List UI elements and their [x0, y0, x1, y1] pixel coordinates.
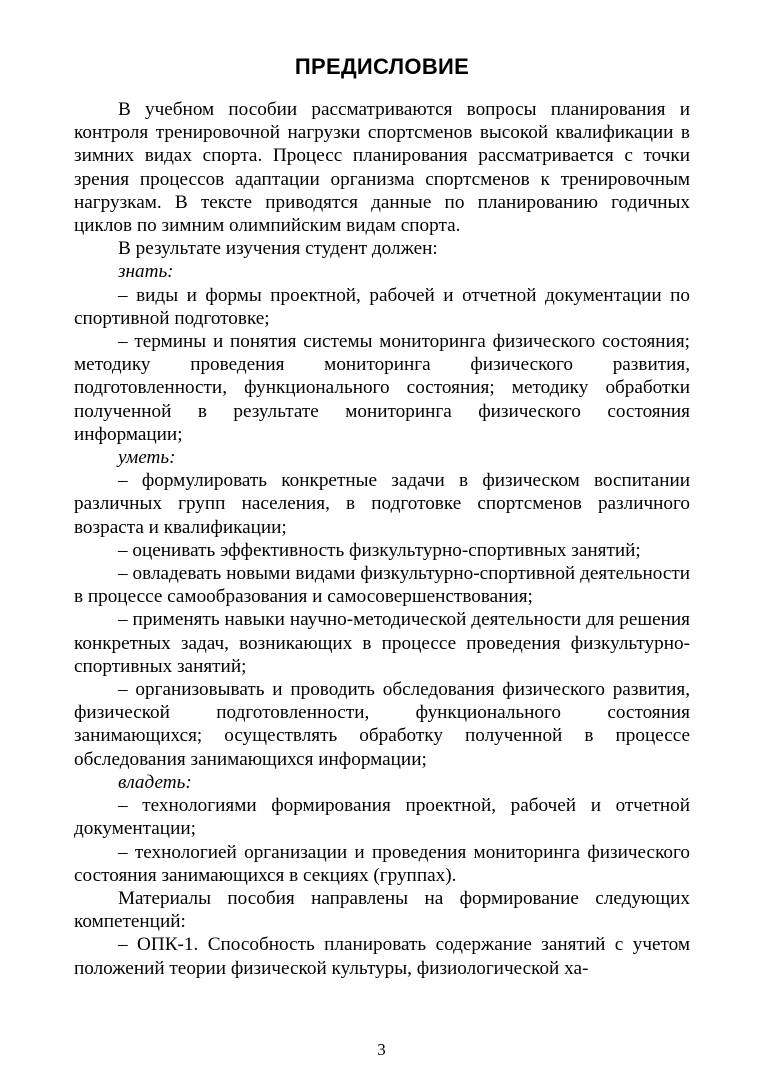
paragraph: – организовывать и проводить обследования физического развития, физической подготовленности, функционального состояния занимающихся; осуществлять обработку полученной в процессе обследования занимающихся информации;	[74, 679, 690, 770]
page-content	[74, 52, 690, 980]
body-text	[74, 98, 690, 980]
paragraph: – технологиями формирования проектной, рабочей и отчетной документации;	[74, 795, 690, 840]
paragraph: – применять навыки научно-методической деятельности для решения конкретных задач, возникающих в процессе проведения физкультурно-спортивных занятий;	[74, 609, 690, 677]
paragraph: – формулировать конкретные задачи в физическом воспитании различных групп населения, в подготовке спортсменов различного возраста и квалификации;	[74, 470, 690, 538]
paragraph: – виды и формы проектной, рабочей и отчетной документации по спортивной подготовке;	[74, 284, 690, 329]
paragraph: Материалы пособия направлены на формирование следующих компетенций:	[74, 887, 690, 933]
paragraph: – технологией организации и проведения мониторинга физического состояния занимающихся в секциях (группах).	[74, 841, 690, 886]
paragraph: – оценивать эффективность физкультурно-спортивных занятий;	[118, 539, 641, 561]
paragraph: – ОПК-1. Способность планировать содержание занятий с учетом положений теории физической культуры, физиологической ха-	[74, 934, 690, 979]
paragraph: – овладевать новыми видами физкультурно-спортивной деятельности в процессе самообразования и самосовершенствования;	[74, 563, 690, 608]
paragraph: В результате изучения студент должен:	[118, 238, 438, 260]
paragraph: В учебном пособии рассматриваются вопросы планирования и контроля тренировочной нагрузки спортсменов высокой квалификации в зимних видах спорта. Процесс планирования рассматривается с точки зрения процессов адаптации организма спортсменов к тренировочным нагрузкам. В тексте приводятся данные по планированию годичных циклов по зимним олимпийским видам спорта.	[74, 99, 690, 237]
section-heading: знать:	[118, 261, 174, 283]
paragraph: – термины и понятия системы мониторинга физического состояния; методику проведения мониторинга физического развития, подготовленности, функционального состояния; методику обработки полученной в результате мониторинга физического состояния информации;	[74, 331, 690, 445]
section-heading: владеть:	[118, 771, 192, 793]
page-number: 3	[377, 1040, 386, 1059]
page-title: ПРЕДИСЛОВИЕ	[294, 54, 470, 79]
section-heading: уметь:	[118, 447, 176, 469]
